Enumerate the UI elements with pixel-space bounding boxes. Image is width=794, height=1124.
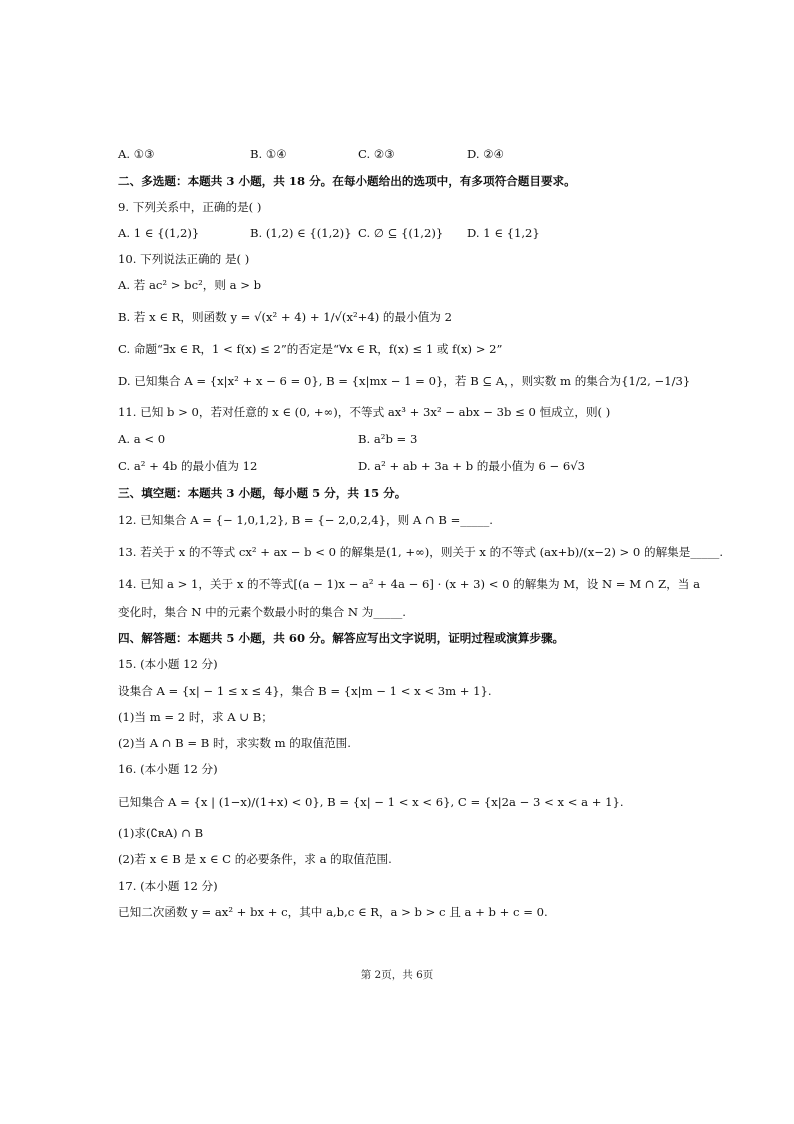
q8-option-a: A. ①③: [118, 147, 155, 161]
q13-stem: 13. 若关于 x 的不等式 cx² + ax − b < 0 的解集是(1, +∞)，则关于 x 的不等式 (ax+b)/(x−2) > 0 的解集是_____.: [118, 545, 724, 559]
q11-option-b: B. a²b = 3: [358, 432, 418, 446]
q9-option-b: B. (1,2) ∈ {(1,2)}: [250, 226, 352, 240]
q15-heading: 15. (本小题 12 分): [118, 657, 218, 671]
q15-part2: (2)当 A ∩ B = B 时，求实数 m 的取值范围.: [118, 736, 351, 750]
q9-option-c: C. ∅ ⊆ {(1,2)}: [358, 226, 444, 240]
q14-stem-line2: 变化时，集合 N 中的元素个数最小时的集合 N 为_____.: [118, 605, 406, 619]
page-footer: 第 2页，共 6页: [360, 969, 434, 981]
q17-heading: 17. (本小题 12 分): [118, 879, 218, 893]
q10-option-c: C. 命题“∃x ∈ R，1 < f(x) ≤ 2”的否定是“∀x ∈ R，f(x) ≤ 1 或 f(x) > 2”: [118, 342, 503, 356]
q10-option-b: B. 若 x ∈ R，则函数 y = √(x² + 4) + 1/√(x²+4) 的最小值为 2: [118, 310, 452, 324]
q11-option-c: C. a² + 4b 的最小值为 12: [118, 459, 258, 473]
q9-stem: 9. 下列关系中，正确的是( ): [118, 200, 262, 214]
q11-stem: 11. 已知 b > 0，若对任意的 x ∈ (0, +∞)，不等式 ax³ + 3x² − abx − 3b ≤ 0 恒成立，则( ): [118, 405, 611, 419]
q10-stem: 10. 下列说法正确的 是( ): [118, 252, 250, 266]
section-3-heading: 三、填空题：本题共 3 小题，每小题 5 分，共 15 分。: [118, 486, 407, 500]
q9-option-a: A. 1 ∈ {(1,2)}: [118, 226, 200, 240]
q11-option-d: D. a² + ab + 3a + b 的最小值为 6 − 6√3: [358, 459, 586, 473]
q15-part1: (1)当 m = 2 时，求 A ∪ B；: [118, 710, 273, 724]
q8-option-b: B. ①④: [250, 147, 287, 161]
q10-option-a: A. 若 ac² > bc²，则 a > b: [118, 278, 262, 292]
q12-stem: 12. 已知集合 A = {− 1,0,1,2}, B = {− 2,0,2,4}，则 A ∩ B =_____.: [118, 513, 493, 527]
q9-option-d: D. 1 ∈ {1,2}: [467, 226, 540, 240]
q17-stem: 已知二次函数 y = ax² + bx + c，其中 a,b,c ∈ R，a > b > c 且 a + b + c = 0.: [118, 905, 548, 919]
q11-option-a: A. a < 0: [118, 432, 166, 446]
q16-part1: (1)求(∁ʀA) ∩ B: [118, 826, 204, 840]
q16-heading: 16. (本小题 12 分): [118, 762, 218, 776]
q16-part2: (2)若 x ∈ B 是 x ∈ C 的必要条件，求 a 的取值范围.: [118, 852, 392, 866]
section-2-heading: 二、多选题：本题共 3 小题，共 18 分。在每小题给出的选项中，有多项符合题目要求。: [118, 174, 576, 188]
q16-stem: 已知集合 A = {x | (1−x)/(1+x) < 0}, B = {x| − 1 < x < 6}, C = {x|2a − 3 < x < a + 1}.: [118, 795, 624, 809]
q10-option-d: D. 已知集合 A = {x|x² + x − 6 = 0}, B = {x|mx − 1 = 0}，若 B ⊆ A，，则实数 m 的集合为{1/2, −1/3}: [118, 374, 691, 388]
q14-stem-line1: 14. 已知 a > 1，关于 x 的不等式[(a − 1)x − a² + 4a − 6] · (x + 3) < 0 的解集为 M，设 N = M ∩ Z，当 a: [118, 577, 700, 591]
q8-option-c: C. ②③: [358, 147, 395, 161]
q15-stem: 设集合 A = {x| − 1 ≤ x ≤ 4}，集合 B = {x|m − 1 < x < 3m + 1}.: [118, 684, 492, 698]
section-4-heading: 四、解答题：本题共 5 小题，共 60 分。解答应写出文字说明，证明过程或演算步骤。: [118, 631, 565, 645]
q8-option-d: D. ②④: [467, 147, 505, 161]
